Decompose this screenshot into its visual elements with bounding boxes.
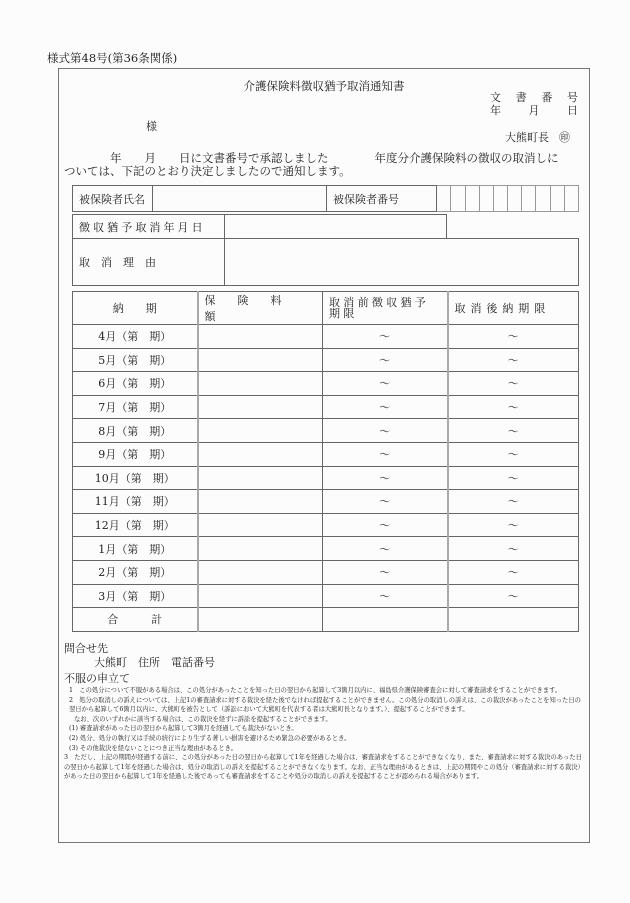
amount-cell[interactable] xyxy=(198,395,323,419)
insured-info-table xyxy=(72,185,579,212)
contact-heading: 問合せ先 xyxy=(64,642,108,655)
period-cell: 7月（第 期） xyxy=(73,395,198,419)
insured-number-digit[interactable] xyxy=(437,186,451,212)
doc-number-char: 号 xyxy=(566,91,578,104)
period-cell: 1月（第 期） xyxy=(73,537,198,561)
after-deadline-cell[interactable]: ～ xyxy=(448,490,579,514)
table-row xyxy=(73,560,579,584)
after-deadline-cell[interactable]: ～ xyxy=(448,466,579,490)
amount-cell[interactable] xyxy=(198,584,323,608)
period-cell: 8月（第 期） xyxy=(73,419,198,443)
table-row xyxy=(73,466,579,490)
cancel-reason-label: 取 消 理 由 xyxy=(73,239,225,286)
amount-cell[interactable] xyxy=(198,560,323,584)
period-cell: 4月（第 期） xyxy=(73,325,198,349)
before-deadline-cell[interactable]: ～ xyxy=(323,419,448,443)
table-row xyxy=(73,584,579,608)
amount-cell[interactable] xyxy=(198,466,323,490)
issuer-name: 大熊町長 xyxy=(505,131,549,144)
amount-cell[interactable] xyxy=(198,513,323,537)
header-amount: 保 険 料 額 xyxy=(198,292,323,325)
before-deadline-cell[interactable]: ～ xyxy=(323,348,448,372)
notes-section xyxy=(64,642,584,782)
table-row xyxy=(73,395,579,419)
amount-cell[interactable] xyxy=(198,490,323,514)
table-row xyxy=(73,419,579,443)
before-deadline-cell[interactable]: ～ xyxy=(323,442,448,466)
table-row xyxy=(73,372,579,396)
seal-icon: ㊞ xyxy=(559,131,570,144)
table-row xyxy=(73,513,579,537)
payment-schedule-table xyxy=(72,291,579,632)
day-label: 日 xyxy=(567,104,578,117)
appeal-paragraph: なお、次のいずれかに該当する場合は、この裁決を経ずに訴訟を提起することができます。 xyxy=(74,715,332,723)
appeal-paragraph: (3) その他裁決を経ないことにつき正当な理由があるとき。 xyxy=(69,744,237,752)
period-cell: 11月（第 期） xyxy=(73,490,198,514)
after-deadline-cell[interactable]: ～ xyxy=(448,560,579,584)
insured-number-label: 被保険者番号 xyxy=(327,186,437,212)
insured-name-label: 被保険者氏名 xyxy=(73,186,153,212)
amount-cell[interactable] xyxy=(198,325,323,349)
document-title: 介護保険料徴収猶予取消通知書 xyxy=(243,79,405,93)
insured-number-digit[interactable] xyxy=(479,186,493,212)
body-text-line-2: ついては、下記のとおり決定しましたので通知します。 xyxy=(64,164,351,178)
total-row xyxy=(73,608,579,632)
period-cell: 10月（第 期） xyxy=(73,466,198,490)
insured-number-digit[interactable] xyxy=(536,186,550,212)
insured-number-digit[interactable] xyxy=(522,186,536,212)
table-row xyxy=(73,348,579,372)
issue-date-label xyxy=(490,102,578,118)
header-after-deadline: 取消後納期限 xyxy=(448,292,579,325)
cancellation-table xyxy=(72,214,579,286)
after-deadline-cell[interactable]: ～ xyxy=(448,419,579,443)
cancel-reason-field[interactable] xyxy=(225,239,579,286)
appeal-heading: 不服の申立て xyxy=(64,672,130,685)
table-header-row xyxy=(73,292,579,325)
appeal-paragraph: 2 処分の取消しの訴えについては、上記1の審査請求に対する裁決を経た後でなければ提起することができません。この処分の取消しの訴えは、この裁決があったことを知った日の翌日から起算して6箇月以内に、大熊町を被告として（訴訟において大熊町を代表する者は大熊町長となります。）、提起することができます。 xyxy=(69,696,581,714)
after-deadline-cell[interactable]: ～ xyxy=(448,348,579,372)
amount-cell[interactable] xyxy=(198,372,323,396)
before-deadline-cell[interactable]: ～ xyxy=(323,537,448,561)
period-cell: 3月（第 期） xyxy=(73,584,198,608)
after-deadline-cell[interactable]: ～ xyxy=(448,325,579,349)
before-deadline-cell[interactable]: ～ xyxy=(323,395,448,419)
total-before-field[interactable] xyxy=(323,608,448,632)
doc-number-char: 文 xyxy=(490,91,501,104)
before-deadline-cell[interactable]: ～ xyxy=(323,490,448,514)
appeal-paragraph: (1) 審査請求があった日の翌日から起算して3箇月を経過しても裁決がないとき。 xyxy=(69,725,298,733)
appeal-paragraph: 1 この処分について不服がある場合は、この処分があったことを知った日の翌日から起算して3箇月以内に、福島県介護保険審査会に対して審査請求をすることができます。 xyxy=(69,687,562,694)
amount-cell[interactable] xyxy=(198,442,323,466)
table-row xyxy=(73,325,579,349)
period-cell: 5月（第 期） xyxy=(73,348,198,372)
insured-number-digit[interactable] xyxy=(564,186,578,212)
before-deadline-cell[interactable]: ～ xyxy=(323,584,448,608)
month-label: 月 xyxy=(528,104,540,117)
doc-number-char: 番 xyxy=(541,91,553,104)
before-deadline-cell[interactable]: ～ xyxy=(323,372,448,396)
amount-cell[interactable] xyxy=(198,537,323,561)
insured-number-digit[interactable] xyxy=(493,186,507,212)
after-deadline-cell[interactable]: ～ xyxy=(448,395,579,419)
period-cell: 6月（第 期） xyxy=(73,372,198,396)
doc-number-char: 書 xyxy=(515,91,527,104)
addressee-suffix: 様 xyxy=(146,120,157,133)
after-deadline-cell[interactable]: ～ xyxy=(448,584,579,608)
before-deadline-cell[interactable]: ～ xyxy=(323,560,448,584)
after-deadline-cell[interactable]: ～ xyxy=(448,442,579,466)
appeal-text xyxy=(64,686,584,782)
amount-cell[interactable] xyxy=(198,348,323,372)
table-row xyxy=(73,442,579,466)
header-before-deadline: 取消前徴収猶予期限 xyxy=(323,292,448,325)
blank-cell xyxy=(447,215,579,239)
total-amount-field[interactable] xyxy=(198,608,323,632)
insured-number-digit[interactable] xyxy=(550,186,564,212)
before-deadline-cell[interactable]: ～ xyxy=(323,466,448,490)
amount-cell[interactable] xyxy=(198,419,323,443)
period-cell: 9月（第 期） xyxy=(73,442,198,466)
body-text-line-1: 年 月 日に文書番号で承認しました 年度分介護保険料の徴収の取消しに xyxy=(64,151,559,165)
table-row xyxy=(73,537,579,561)
before-deadline-cell[interactable]: ～ xyxy=(323,513,448,537)
appeal-paragraph: (2) 処分、処分の執行又は手続の続行により生ずる著しい損害を避けるため緊急の必要があるとき。 xyxy=(69,734,351,742)
header-period: 納 期 xyxy=(73,292,198,325)
table-row xyxy=(73,490,579,514)
after-deadline-cell[interactable]: ～ xyxy=(448,537,579,561)
period-cell: 12月（第 期） xyxy=(73,513,198,537)
cancel-date-field[interactable] xyxy=(225,215,447,239)
total-label: 合 計 xyxy=(73,608,198,632)
issuer xyxy=(505,129,570,145)
after-deadline-cell[interactable]: ～ xyxy=(448,372,579,396)
after-deadline-cell[interactable]: ～ xyxy=(448,513,579,537)
insured-number-digit[interactable] xyxy=(451,186,465,212)
insured-number-digit[interactable] xyxy=(508,186,522,212)
contact-line: 大熊町 住所 電話番号 xyxy=(94,656,215,669)
period-cell: 2月（第 期） xyxy=(73,560,198,584)
cancel-date-label: 徴収猶予取消年月日 xyxy=(73,215,225,239)
form-number: 様式第48号(第36条関係) xyxy=(47,51,178,65)
total-after-field[interactable] xyxy=(448,608,579,632)
insured-name-field[interactable] xyxy=(152,186,326,212)
appeal-paragraph: 3 ただし、上記の期間が経過する前に、この処分があった日の翌日から起算して1年を経過した場合は、審査請求をすることができなくなり、また、審査請求に対する裁決のあった日の翌日から起算して1年を経過した場合は、処分の取消しの訴えを提起することができなくなります。なお、正当な理由があるときは、上記の期間やこの処分（審査請求に対する裁決）があった日の翌日から起算して1年を経過した後であっても審査請求をすることや処分の取消しの訴えを提起することが認められる場合があります。 xyxy=(64,754,584,781)
insured-number-digit[interactable] xyxy=(465,186,479,212)
year-label: 年 xyxy=(490,104,501,117)
before-deadline-cell[interactable]: ～ xyxy=(323,325,448,349)
